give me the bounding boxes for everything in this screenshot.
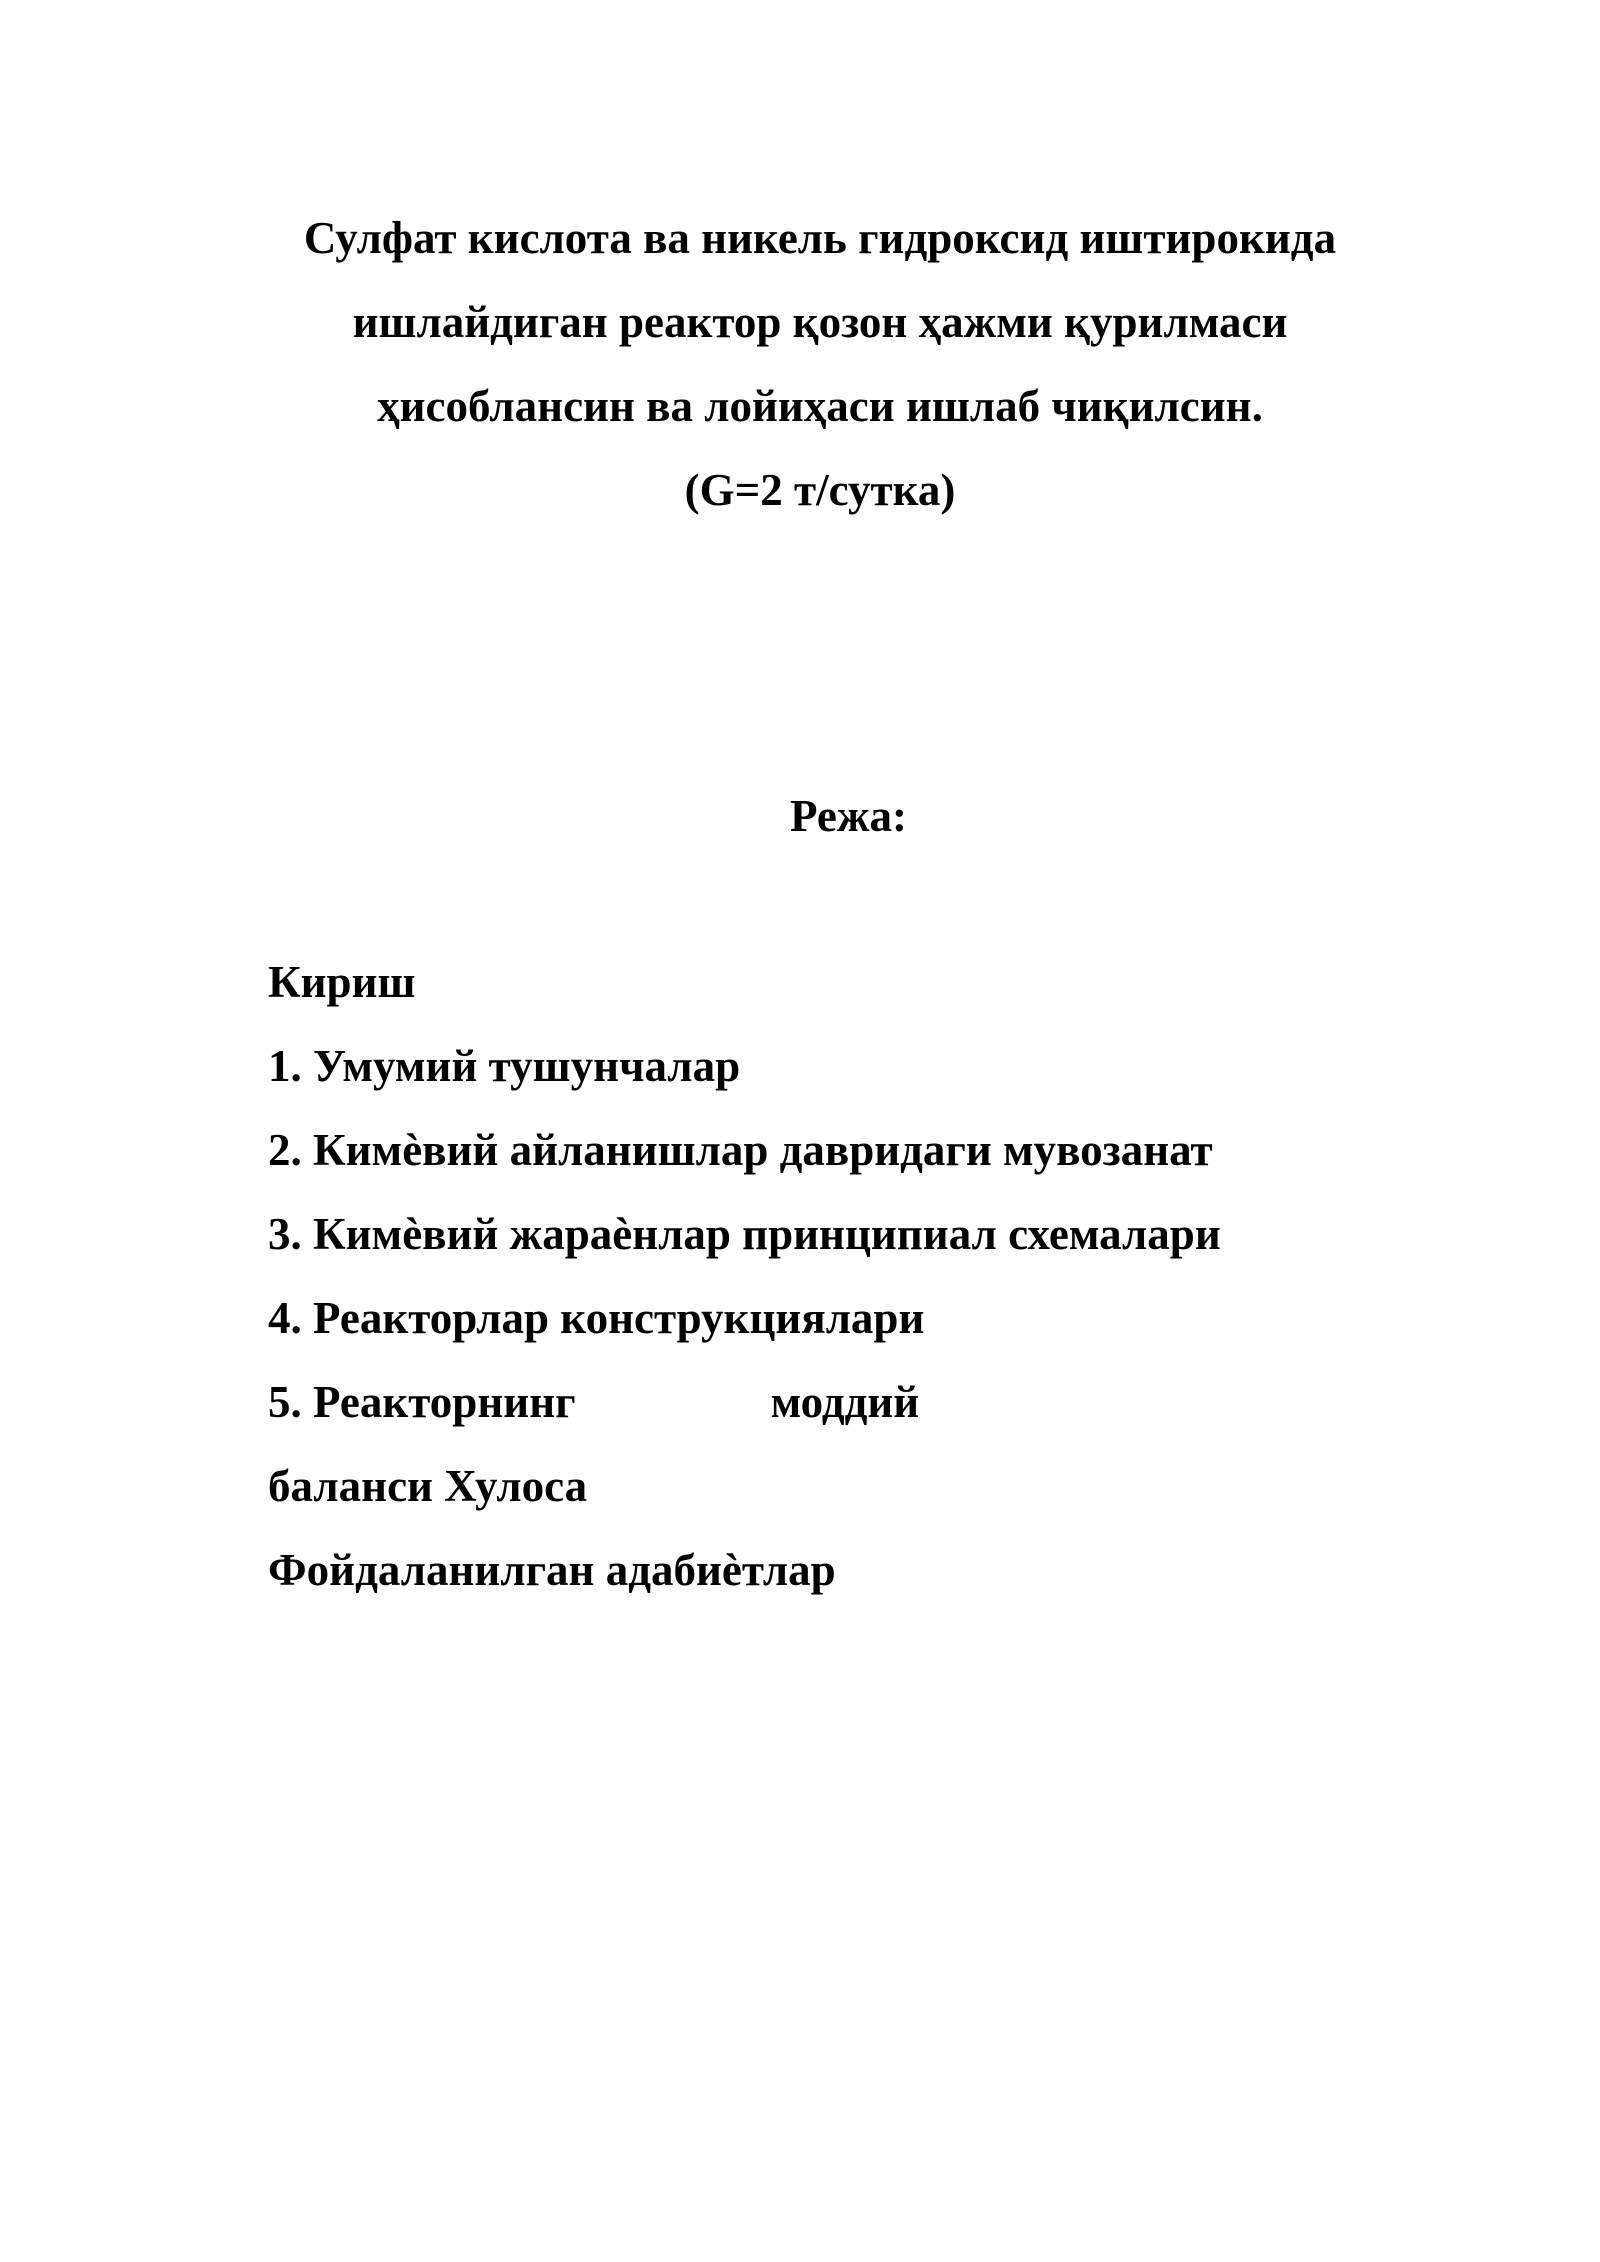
table-of-contents (268, 940, 1221, 1612)
plan-heading: Режа: (790, 791, 907, 841)
title-line-1: Сулфат кислота ва никель гидроксид иштирокида (303, 213, 1337, 263)
contents-item-5 (268, 1360, 1221, 1444)
contents-item-5-start: 5. Реакторнинг (268, 1377, 576, 1427)
title-line-3: ҳисоблансин ва лойиҳаси ишлаб чиқилсин. (377, 381, 1263, 431)
contents-item-3: 3. Кимѐвий жараѐнлар принципиал схемалари (268, 1209, 1221, 1259)
contents-item-references: Фойдаланилган адабиѐтлар (268, 1545, 836, 1595)
document-title (200, 196, 1440, 532)
contents-item-1: 1. Умумий тушунчалар (268, 1041, 741, 1091)
title-line-4: (G=2 т/сутка) (684, 465, 956, 515)
contents-item-2: 2. Кимѐвий айланишлар давридаги мувозанат (268, 1125, 1213, 1175)
title-line-2: ишлайдиган реактор қозон ҳажми қурилмаси (352, 297, 1288, 347)
contents-item-5-end: моддий (770, 1377, 920, 1427)
contents-item-introduction: Кириш (268, 957, 416, 1007)
contents-item-balance-conclusion: баланси Хулоса (268, 1461, 588, 1511)
contents-item-4: 4. Реакторлар конструкциялари (268, 1293, 925, 1343)
